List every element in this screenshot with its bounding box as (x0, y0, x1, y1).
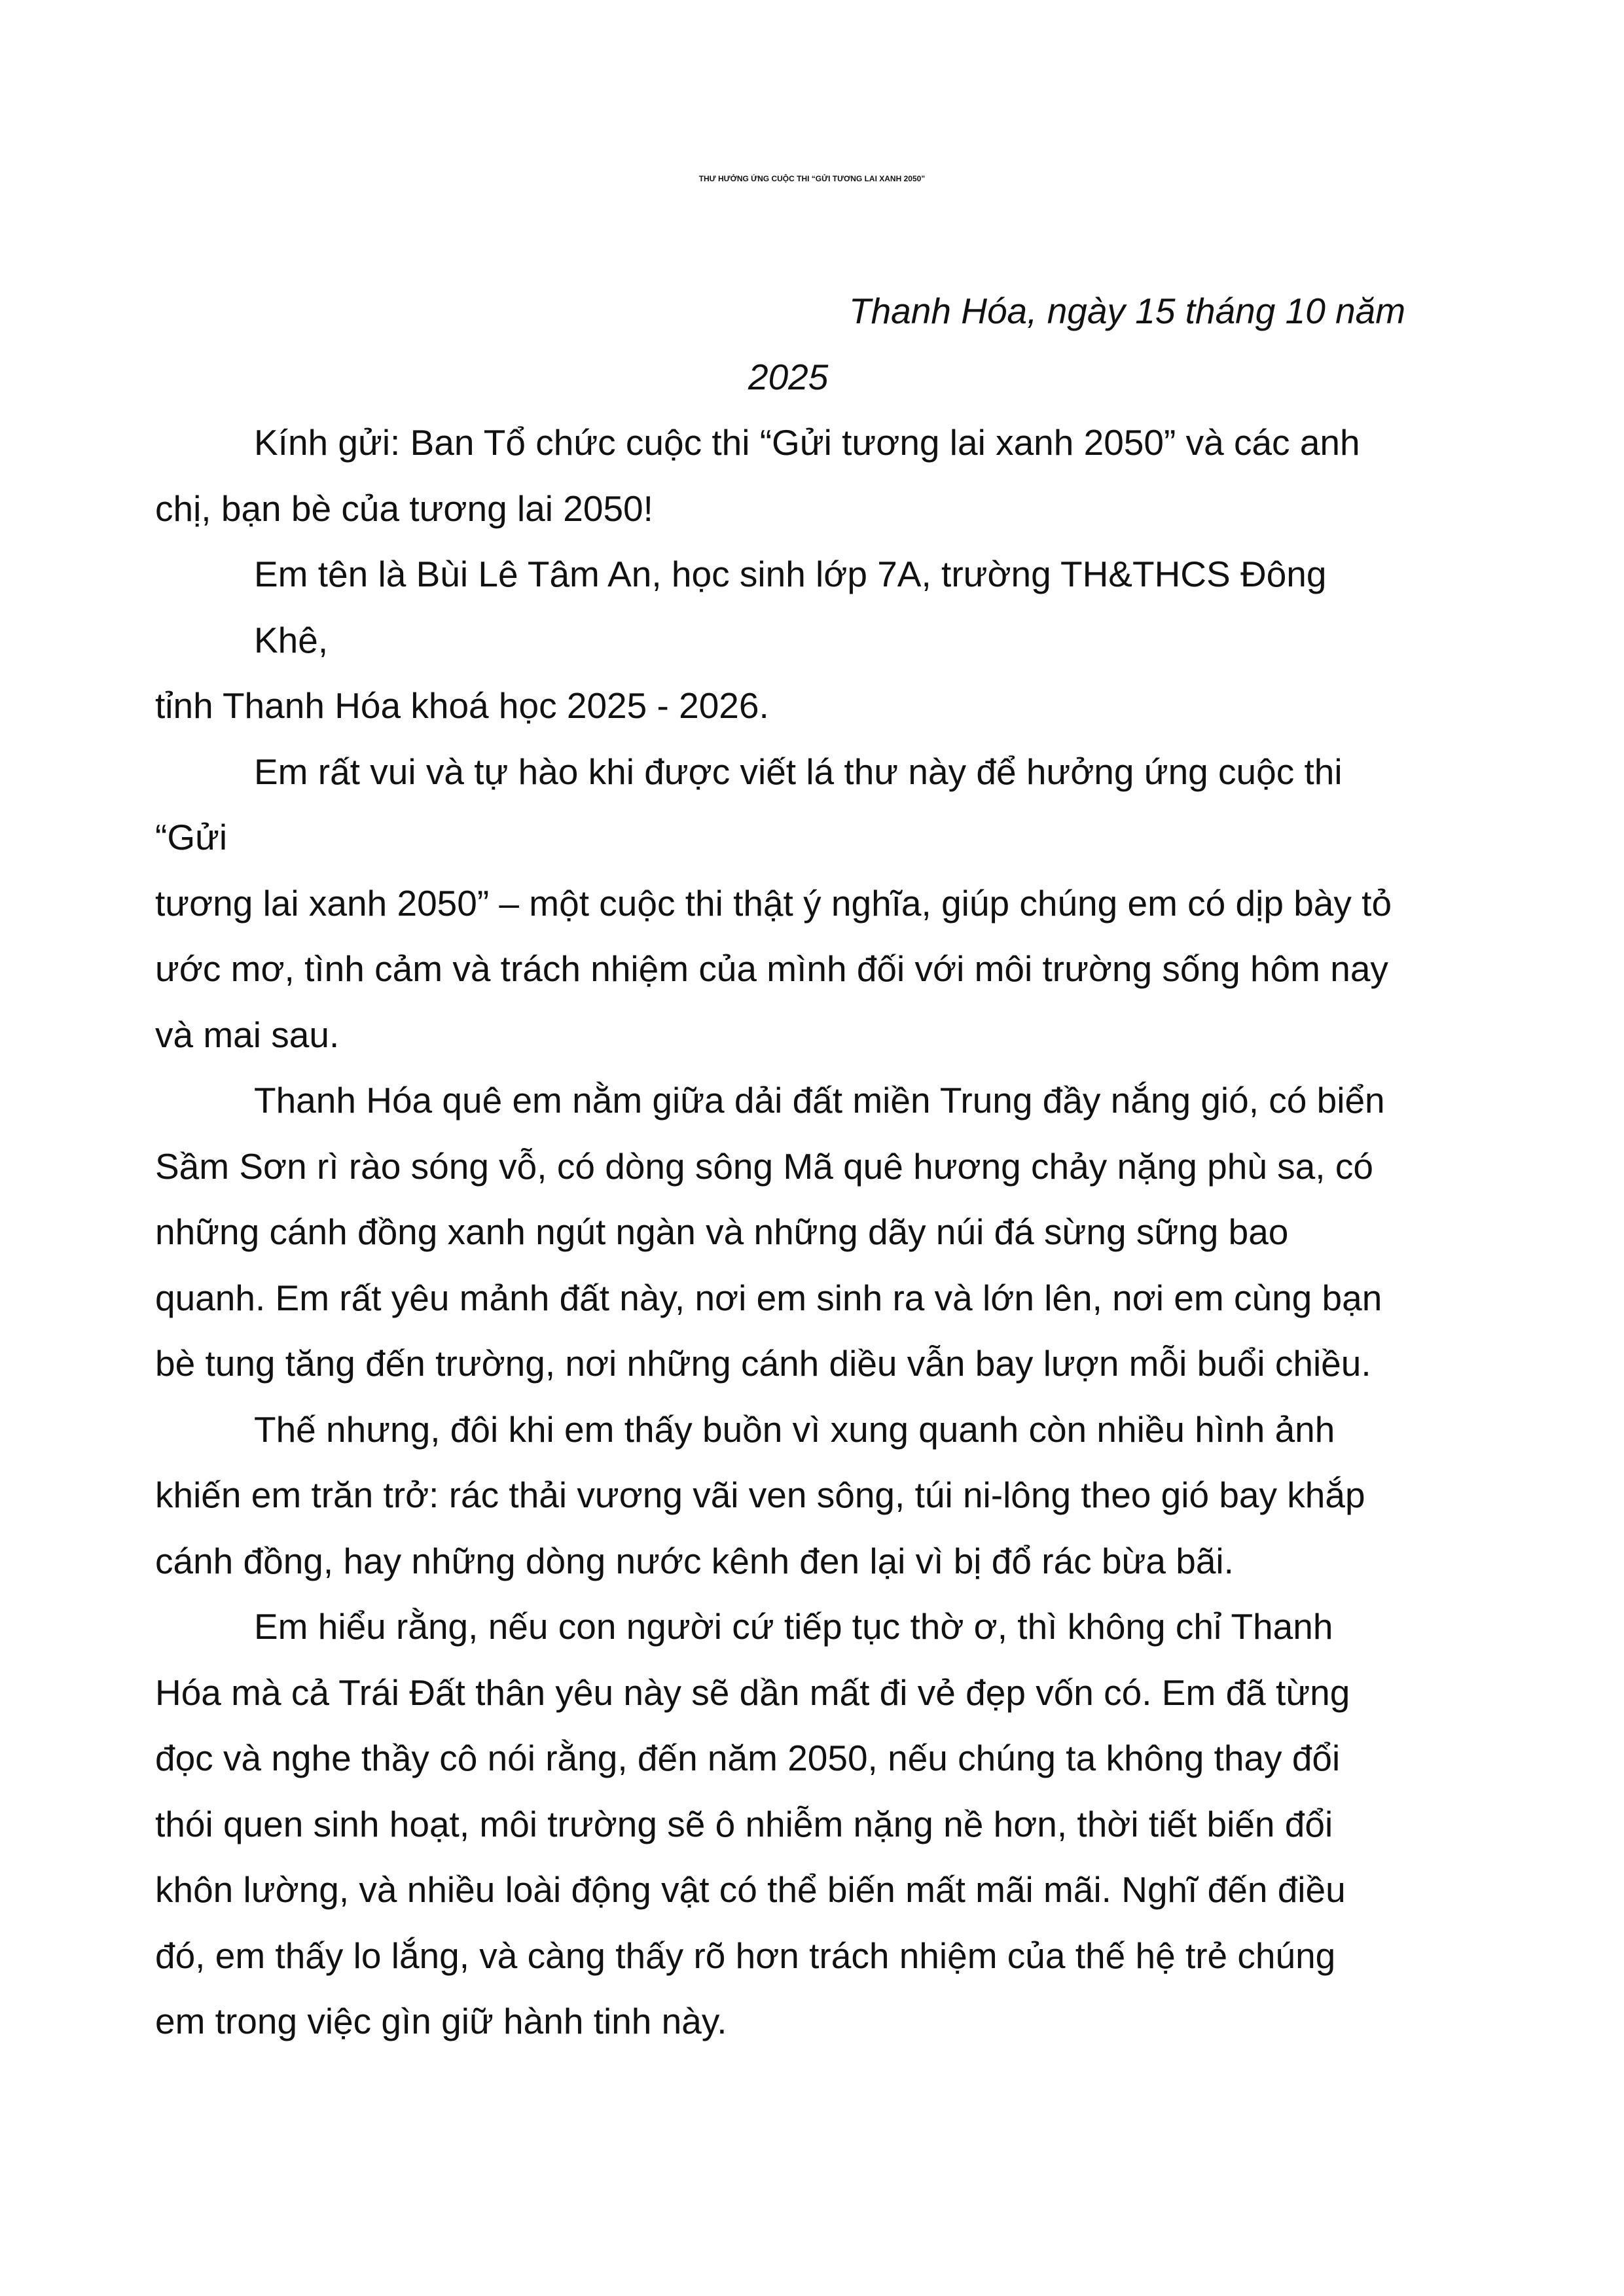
body-line: Hóa mà cả Trái Đất thân yêu này sẽ dần mất đi vẻ đẹp vốn có. Em đã từng (155, 1672, 1350, 1713)
body-line: em trong việc gìn giữ hành tinh này. (155, 2001, 727, 2041)
body-line: và mai sau. (155, 1014, 340, 1055)
body-line: Em tên là Bùi Lê Tâm An, học sinh lớp 7A, trường TH&THCS Đông (254, 554, 1327, 594)
body-line: chị, bạn bè của tương lai 2050! (155, 488, 653, 529)
body-line: Em rất vui và tự hào khi được viết lá thư này để hưởng ứng cuộc thi (254, 751, 1343, 792)
body-line: Khê, (254, 620, 329, 660)
body-line: “Gửi (155, 817, 228, 857)
body-line: Sầm Sơn rì rào sóng vỗ, có dòng sông Mã quê hương chảy nặng phù sa, có (155, 1146, 1373, 1187)
body-line: quanh. Em rất yêu mảnh đất này, nơi em sinh ra và lớn lên, nơi em cùng bạn (155, 1278, 1382, 1318)
body-line: Em hiểu rằng, nếu con người cứ tiếp tục thờ ơ, thì không chỉ Thanh (254, 1606, 1333, 1647)
body-line: đó, em thấy lo lắng, và càng thấy rõ hơn trách nhiệm của thế hệ trẻ chúng (155, 1935, 1336, 1976)
body-line: khôn lường, và nhiều loài động vật có thể biến mất mãi mãi. Nghĩ đến điều (155, 1869, 1346, 1910)
body-line: Kính gửi: Ban Tổ chức cuộc thi “Gửi tương lai xanh 2050” và các anh (254, 422, 1360, 463)
date-line-1: Thanh Hóa, ngày 15 tháng 10 năm (849, 291, 1406, 331)
body-line: thói quen sinh hoạt, môi trường sẽ ô nhiễm nặng nề hơn, thời tiết biến đổi (155, 1804, 1333, 1844)
letter-title: THƯ HƯỞNG ỨNG CUỘC THI “GỬI TƯƠNG LAI XANH 2050” (698, 174, 926, 183)
body-line: bè tung tăng đến trường, nơi những cánh diều vẫn bay lượn mỗi buổi chiều. (155, 1343, 1371, 1384)
body-line: Thanh Hóa quê em nằm giữa dải đất miền Trung đầy nắng gió, có biển (254, 1080, 1385, 1121)
body-line: tỉnh Thanh Hóa khoá học 2025 - 2026. (155, 685, 769, 726)
body-line: khiến em trăn trở: rác thải vương vãi ven sông, túi ni-lông theo gió bay khắp (155, 1475, 1365, 1515)
body-line: Thế nhưng, đôi khi em thấy buồn vì xung quanh còn nhiều hình ảnh (254, 1409, 1335, 1450)
body-line: ước mơ, tình cảm và trách nhiệm của mình đối với môi trường sống hôm nay (155, 948, 1388, 989)
body-line: đọc và nghe thầy cô nói rằng, đến năm 2050, nếu chúng ta không thay đổi (155, 1738, 1341, 1778)
date-line-2: 2025 (748, 357, 829, 397)
body-line: cánh đồng, hay những dòng nước kênh đen lại vì bị đổ rác bừa bãi. (155, 1541, 1234, 1581)
body-line: những cánh đồng xanh ngút ngàn và những dãy núi đá sừng sững bao (155, 1211, 1289, 1252)
body-line: tương lai xanh 2050” – một cuộc thi thật ý nghĩa, giúp chúng em có dịp bày tỏ (155, 883, 1392, 924)
